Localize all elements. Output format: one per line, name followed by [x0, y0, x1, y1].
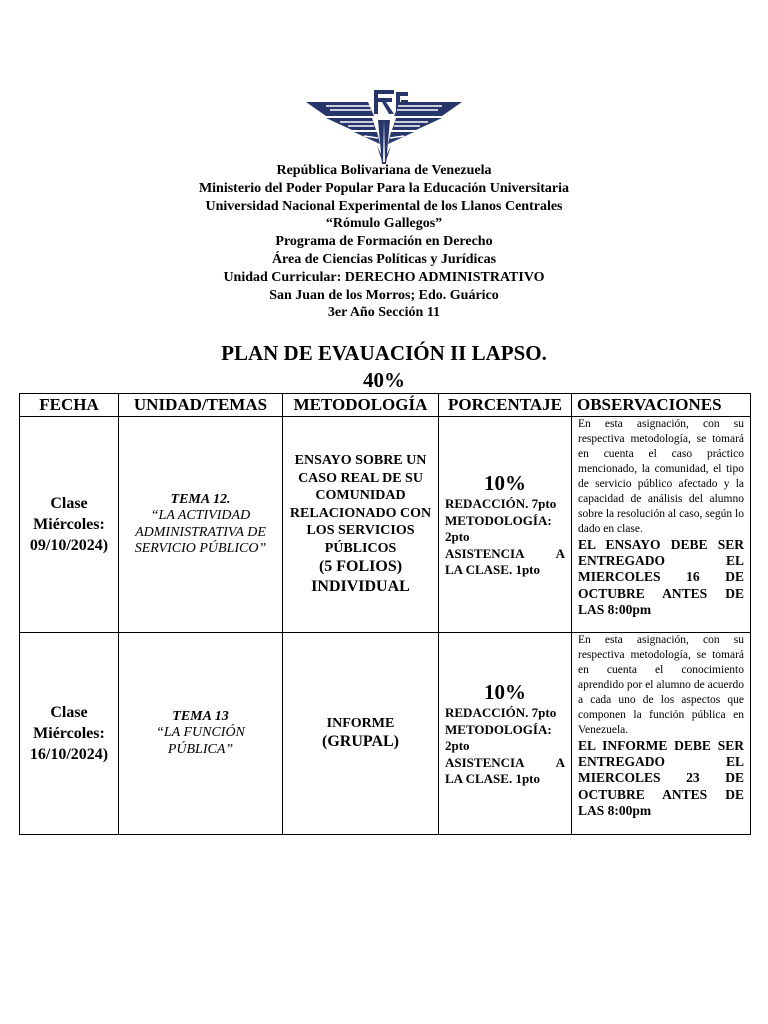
- methodology-folios: (5 FOLIOS): [318, 558, 403, 575]
- methodology-text: ENSAYO SOBRE UN CASO REAL DE SU COMUNIDAD RELACIONADO CON LOS SERVICIOS PÚBLICOS: [289, 453, 432, 556]
- topic-cell: [119, 417, 283, 633]
- criteria-metodologia: METODOLOGÍA: 2pto: [445, 512, 552, 545]
- date-line: Miércoles:: [33, 516, 105, 533]
- criteria-asistencia-cont: LA CLASE. 1pto: [445, 562, 540, 578]
- methodology-text: INFORME: [326, 715, 395, 731]
- university-emblem-icon: [306, 88, 462, 164]
- topic-cell: [119, 633, 283, 835]
- date-cell: [20, 633, 119, 835]
- column-header: OBSERVACIONES: [572, 394, 751, 417]
- date-line: 09/10/2024): [29, 537, 109, 554]
- date-line: Clase: [50, 704, 88, 721]
- criteria-metodologia: METODOLOGÍA: 2pto: [445, 721, 552, 754]
- observations-cell: [572, 417, 751, 633]
- date-cell: [20, 417, 119, 633]
- criteria-redaccion: REDACCIÓN. 7pto: [445, 496, 557, 512]
- topic-number: TEMA 13: [172, 708, 229, 724]
- column-header: UNIDAD/TEMAS: [119, 394, 283, 417]
- methodology-mode: (GRUPAL): [321, 733, 400, 751]
- institution-header: [0, 162, 768, 322]
- header-line: Universidad Nacional Experimental de los Llanos Centrales: [205, 198, 563, 214]
- table-row: [20, 633, 751, 835]
- header-line: Unidad Curricular: DERECHO ADMINISTRATIVO: [223, 269, 545, 285]
- table-header-row: [20, 394, 751, 417]
- topic-number: TEMA 12.: [170, 491, 231, 507]
- methodology-mode: INDIVIDUAL: [311, 578, 410, 595]
- criteria-asistencia: ASISTENCIA A: [445, 545, 565, 561]
- header-line: “Rómulo Gallegos”: [325, 216, 443, 232]
- header-line: Ministerio del Poder Popular Para la Educación Universitaria: [198, 180, 570, 196]
- criteria-redaccion: REDACCIÓN. 7pto: [445, 705, 557, 721]
- header-line: San Juan de los Morros; Edo. Guárico: [269, 287, 499, 303]
- methodology-cell: [283, 633, 439, 835]
- page-subtitle: 40%: [363, 368, 405, 392]
- topic-name: “LA ACTIVIDAD ADMINISTRATIVA DE SERVICIO PÚBLICO”: [134, 508, 267, 556]
- date-line: Miércoles:: [33, 725, 105, 742]
- topic-name: “LA FUNCIÓN PÚBLICA”: [156, 725, 245, 757]
- column-header: FECHA: [20, 394, 119, 417]
- percentage-cell: [439, 417, 572, 633]
- observation-text: En esta asignación, con su respectiva metodología, se tomará en cuenta el caso práctico mencionado, la comunidad, el tipo de servicio público afectado y la capacidad de análisis del alumno sobre la resolución al caso, según lo dado en clase.: [578, 418, 744, 535]
- observation-text: En esta asignación, con su respectiva metodología, se tomará en cuenta el conocimiento aprendido por el alumno de acuerdo a cada uno de los aspectos que componen la función pública en Venezuela.: [578, 634, 744, 736]
- criteria-asistencia: ASISTENCIA A: [445, 754, 565, 770]
- observation-deadline: EL ENSAYO DEBE SER ENTREGADO EL MIERCOLES 16 DE OCTUBRE ANTES DE LAS 8:00pm: [578, 537, 744, 617]
- page-title: PLAN DE EVAUACIÓN II LAPSO.: [221, 341, 547, 365]
- observation-deadline: EL INFORME DEBE SER ENTREGADO EL MIERCOLES 23 DE OCTUBRE ANTES DE LAS 8:00pm: [578, 738, 744, 818]
- evaluation-table: [19, 393, 751, 835]
- percentage-value: 10%: [484, 680, 526, 705]
- header-line: Programa de Formación en Derecho: [275, 234, 493, 250]
- percentage-cell: [439, 633, 572, 835]
- table-row: [20, 417, 751, 633]
- observations-cell: [572, 633, 751, 835]
- column-header: PORCENTAJE: [439, 394, 572, 417]
- header-line: República Bolivariana de Venezuela: [276, 163, 492, 178]
- header-line: Área de Ciencias Políticas y Jurídicas: [271, 251, 497, 267]
- criteria-asistencia-cont: LA CLASE. 1pto: [445, 771, 540, 787]
- methodology-cell: [283, 417, 439, 633]
- header-line: 3er Año Sección 11: [327, 305, 441, 321]
- date-line: 16/10/2024): [29, 746, 109, 763]
- percentage-value: 10%: [484, 471, 526, 496]
- column-header: METODOLOGÍA: [283, 394, 439, 417]
- date-line: Clase: [50, 495, 88, 512]
